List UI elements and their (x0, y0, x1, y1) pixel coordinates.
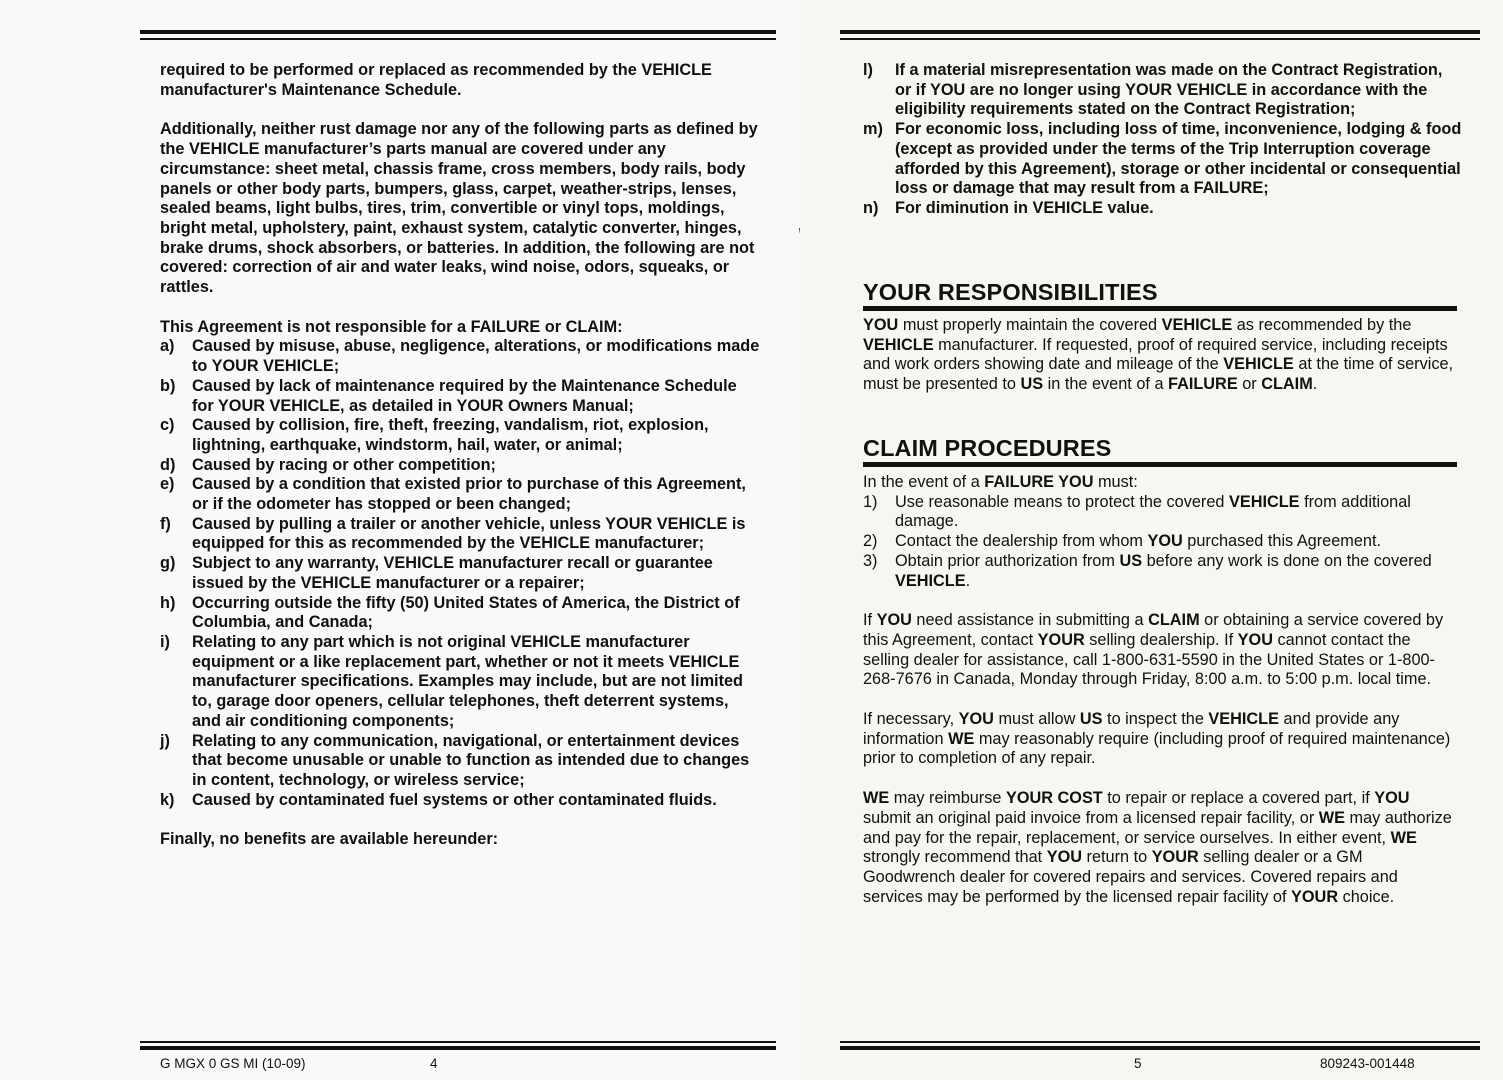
exclusion-list (160, 337, 760, 810)
list-item (160, 337, 760, 376)
text-run: . (965, 571, 971, 590)
text-run: Obtain prior authorization from (895, 551, 1120, 570)
text-run: Use reasonable means to protect the covered (895, 492, 1229, 511)
emphasis-text: YOU (1374, 789, 1410, 808)
claim-procedures-rule (863, 462, 1457, 467)
list-item (160, 554, 760, 593)
emphasis-text: VEHICLE (895, 571, 966, 590)
text-run: If (863, 611, 877, 630)
emphasis-text: FAILURE YOU (984, 473, 1094, 491)
emphasis-text: CLAIM (1261, 375, 1313, 394)
step-number: 3) (863, 551, 878, 570)
text-run: If necessary, (863, 710, 959, 729)
list-item-text: Caused by contaminated fuel systems or other contaminated fluids. (192, 790, 717, 809)
list-item-label: f) (160, 514, 171, 533)
list-item-label: c) (160, 416, 175, 435)
emphasis-text: YOU (863, 316, 899, 334)
procedure-step (863, 532, 1458, 552)
list-item-text: Caused by racing or other competition; (192, 455, 496, 474)
text-run: at the time of service, must be presented to (863, 355, 1454, 394)
text-run: must: (1093, 473, 1138, 491)
list-item (863, 199, 1463, 219)
text-run: submit an original paid invoice from a licensed repair facility, or (863, 808, 1319, 827)
emphasis-text: VEHICLE (1208, 710, 1279, 729)
text-run: choice. (1338, 887, 1395, 906)
step-text (895, 493, 1458, 532)
text-run: selling dealership. If (1084, 630, 1238, 649)
responsibilities-paragraph (863, 316, 1458, 395)
text-run: manufacturer. If requested, proof of required service, including receipts and work orders showing date and mileage of the (863, 335, 1448, 374)
step-number: 1) (863, 492, 878, 511)
step-text (895, 532, 1458, 552)
emphasis-text: YOU (876, 611, 912, 630)
list-item-text: Relating to any communication, navigational, or entertainment devices that become unusable or unable to function as intended due to changes in content, technology, or wireless service; (192, 731, 750, 789)
list-item-text: If a material misrepresentation was made on the Contract Registration, or if YOU are no longer using YOUR VEHICLE in accordance with the eligibility requirements stated on the Contract Registration; (895, 61, 1443, 119)
text-run: need assistance in submitting a (911, 611, 1149, 630)
text-run: in the event of a (1043, 375, 1169, 394)
emphasis-text: FAILURE (1168, 375, 1238, 394)
text-run: In the event of a (863, 473, 985, 491)
text-run: may reasonably require (including proof of required maintenance) prior to completion of any repair. (863, 729, 1451, 768)
list-item (863, 61, 1463, 120)
list-item (160, 456, 760, 476)
list-item (160, 594, 760, 633)
footer-rule-thin (140, 1041, 776, 1043)
list-item (160, 475, 760, 514)
emphasis-text: WE (863, 789, 890, 808)
list-item-text: Caused by a condition that existed prior to purchase of this Agreement, or if the odometer has stopped or been changed; (192, 475, 746, 514)
emphasis-text: VEHICLE (1161, 316, 1233, 334)
footer-form-code: G MGX 0 GS MI (10-09) (160, 1056, 306, 1071)
emphasis-text: YOUR (1037, 630, 1085, 649)
list-item-label: d) (160, 455, 176, 474)
footer-rule-thick (140, 1046, 776, 1050)
list-item-text: Occurring outside the fifty (50) United States of America, the District of Columbia, and Canada; (192, 593, 740, 632)
text-run: Contact the dealership from whom (895, 532, 1148, 551)
list-item-label: m) (863, 120, 883, 139)
emphasis-text: YOU (1046, 848, 1082, 867)
list-item-label: b) (160, 376, 176, 395)
text-run: must allow (993, 710, 1080, 729)
emphasis-text: YOU (958, 710, 994, 729)
text-run: cannot contact the selling dealer for assistance, call 1-800-631-5590 in the United States or 1-800-268-7676 in Canada, Monday through Friday, 8:00 a.m. to 5:00 p.m. local time. (863, 630, 1435, 689)
step-text (895, 552, 1458, 591)
text-run: or obtaining a service covered by this Agreement, contact (863, 611, 1444, 649)
list-item (863, 120, 1463, 199)
text-run: must properly maintain the covered (898, 316, 1162, 334)
list-item (160, 515, 760, 554)
list-item-label: h) (160, 593, 176, 612)
emphasis-text: US (1020, 375, 1044, 394)
text-run: or (1237, 375, 1262, 394)
list-item (160, 377, 760, 416)
intro-paragraph: required to be performed or replaced as recommended by the VEHICLE manufacturer's Maintenance Schedule. (160, 61, 712, 99)
list-item-label: i) (160, 632, 170, 651)
list-item-text: Caused by collision, fire, theft, freezing, vandalism, riot, explosion, lightning, earthquake, windstorm, hail, water, or animal; (192, 416, 709, 454)
responsibilities-rule (863, 306, 1457, 311)
claim-procedures-heading: CLAIM PROCEDURES (863, 435, 1112, 461)
finally-paragraph: Finally, no benefits are available hereunder: (160, 830, 499, 849)
list-item (160, 732, 760, 791)
footer-rule-thin (840, 1041, 1480, 1043)
list-item (160, 791, 760, 811)
header-rule-thin (140, 38, 776, 40)
right-page (800, 0, 1503, 1080)
text-run: purchased this Agreement. (1182, 532, 1381, 551)
list-item-label: g) (160, 554, 176, 573)
list-item-text: Caused by pulling a trailer or another vehicle, unless YOUR VEHICLE is equipped for this as recommended by the VEHICLE manufacturer; (192, 514, 746, 553)
text-run: to repair or replace a covered part, if (1102, 789, 1375, 808)
list-item-text: Caused by lack of maintenance required by the Maintenance Schedule for YOUR VEHICLE, as detailed in YOUR Owners Manual; (192, 376, 737, 415)
emphasis-text: YOU (1237, 630, 1273, 649)
page-number: 4 (430, 1056, 438, 1071)
emphasis-text: WE (1318, 808, 1346, 827)
text-run: may authorize and pay for the repair, replacement, or service ourselves. In either event, (863, 808, 1452, 847)
emphasis-text: VEHICLE (1223, 355, 1294, 374)
emphasis-text: YOUR (1151, 848, 1199, 867)
list-item-text: Subject to any warranty, VEHICLE manufacturer recall or guarantee issued by the VEHICLE manufacturer or a repairer; (192, 554, 713, 592)
header-rule-thick (840, 30, 1480, 34)
emphasis-text: CLAIM (1148, 611, 1200, 630)
text-run: from additional damage. (895, 492, 1411, 531)
list-item-text: Relating to any part which is not original VEHICLE manufacturer equipment or a like replacement part, whether or not it meets VEHICLE manufacturer specifications. Examples may include, but are not limited to, garage door openers, cellular telephones, theft deterrent systems, and air conditioning components; (192, 632, 744, 730)
text-run: selling dealer or a GM Goodwrench dealer for covered repairs and services. Covered repairs and services may be performed by the licensed repair facility of (863, 848, 1398, 906)
not-responsible-heading: This Agreement is not responsible for a FAILURE or CLAIM: (160, 317, 623, 336)
list-item-label: k) (160, 790, 175, 809)
list-item-label: a) (160, 337, 175, 356)
page-number: 5 (1134, 1056, 1142, 1071)
emphasis-text: US (1119, 551, 1143, 570)
claim-procedures-body (863, 473, 1458, 907)
emphasis-text: WE (948, 729, 975, 748)
header-rule-thick (140, 30, 776, 34)
text-run: . (1312, 375, 1318, 394)
responsibilities-heading: YOUR RESPONSIBILITIES (863, 279, 1158, 305)
list-item-label: j) (160, 731, 170, 750)
text-run: and provide any information (863, 710, 1400, 748)
footer-rule-thick (840, 1046, 1480, 1050)
list-item-label: e) (160, 475, 175, 494)
text-run: to inspect the (1102, 710, 1209, 729)
list-item-label: n) (863, 198, 879, 217)
list-item (160, 416, 760, 455)
procedure-step (863, 552, 1458, 591)
list-item (160, 633, 760, 732)
text-run: may reimburse (889, 789, 1006, 808)
procedure-step (863, 493, 1458, 532)
text-run: strongly recommend that (863, 848, 1047, 867)
emphasis-text: WE (1390, 828, 1417, 847)
list-item-text: For diminution in VEHICLE value. (895, 198, 1154, 217)
list-item-text: Caused by misuse, abuse, negligence, alterations, or modifications made to YOUR VEHICLE; (192, 337, 760, 376)
right-exclusion-list (863, 61, 1463, 219)
text-run: before any work is done on the covered (1142, 551, 1432, 570)
emphasis-text: YOU (1147, 532, 1183, 551)
emphasis-text: YOUR (1291, 887, 1339, 906)
emphasis-text: US (1079, 710, 1103, 729)
header-rule-thin (840, 38, 1480, 40)
step-number: 2) (863, 532, 878, 551)
emphasis-text: VEHICLE (863, 335, 934, 354)
left-body (160, 61, 760, 850)
list-item-label: l) (863, 61, 873, 79)
text-run: return to (1082, 848, 1152, 867)
list-item-text: For economic loss, including loss of time, inconvenience, lodging & food (except as provided under the terms of the Trip Interruption coverage afforded by this Agreement), storage or other incidental or consequential loss or damage that may result from a FAILURE; (895, 120, 1462, 198)
additionally-paragraph: Additionally, neither rust damage nor any of the following parts as defined by the VEHICLE manufacturer’s parts manual are covered under any circumstance: sheet metal, chassis frame, cross members, body rails, body panels or other body parts, bumpers, glass, carpet, weather-strips, lenses, sealed beams, light bulbs, tires, trim, convertible or vinyl tops, moldings, bright metal, upholstery, paint, exhaust system, catalytic converter, hinges, brake drums, shock absorbers, or batteries. In addition, the following are not covered: correction of air and water leaks, wind noise, odors, squeaks, or rattles. (160, 120, 758, 297)
emphasis-text: VEHICLE (1228, 492, 1300, 511)
footer-doc-number: 809243-001448 (1320, 1056, 1415, 1071)
emphasis-text: YOUR COST (1005, 789, 1103, 808)
text-run: as recommended by the (1232, 316, 1412, 334)
